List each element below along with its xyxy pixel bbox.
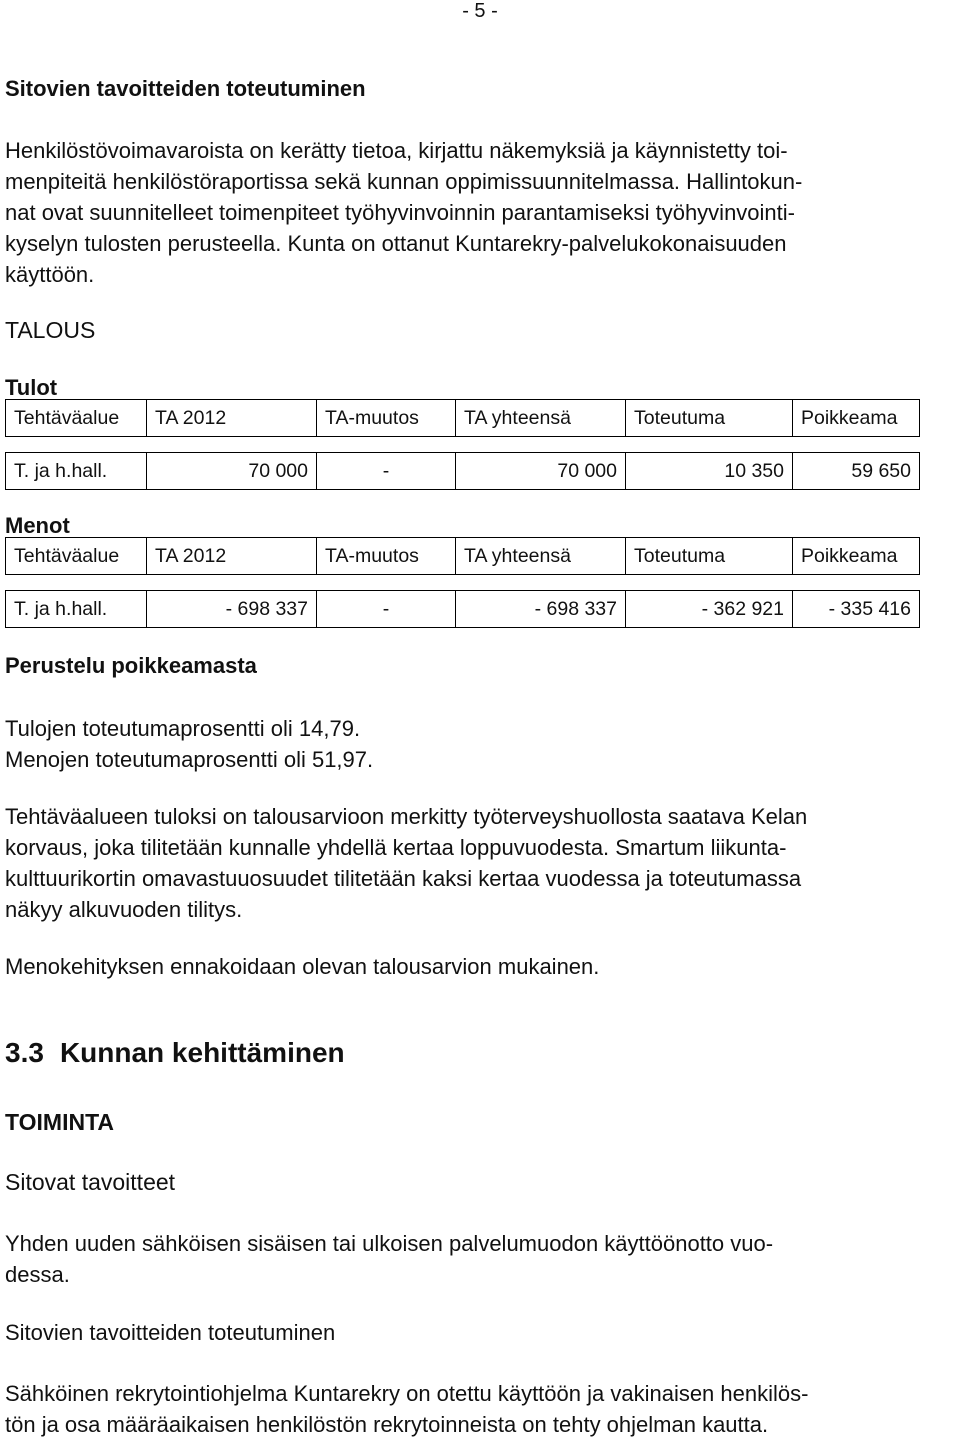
paragraph-line: Menojen toteutumaprosentti oli 51,97. xyxy=(5,747,374,772)
table-cell: - 362 921 xyxy=(626,591,793,628)
section-title: Kunnan kehittäminen xyxy=(59,1037,345,1068)
table-cell: - 335 416 xyxy=(793,591,920,628)
paragraph-binding-goal xyxy=(5,1228,957,1290)
income-table xyxy=(5,399,920,490)
paragraph-line: korvaus, joka tilitetään kunnalle yhdellä kertaa loppuvuodesta. Smartum liikunta- xyxy=(5,835,787,860)
page-number: - 5 - xyxy=(462,0,498,22)
paragraph-expense-outlook: Menokehityksen ennakoidaan olevan talousarvion mukainen. xyxy=(5,954,600,979)
table-cell: 70 000 xyxy=(456,453,626,490)
paragraph-recruitment xyxy=(5,1378,957,1440)
heading-perustelu: Perustelu poikkeamasta xyxy=(5,653,257,678)
column-header: TA-muutos xyxy=(317,538,456,575)
table-cell: - xyxy=(317,591,456,628)
table-cell: - 698 337 xyxy=(456,591,626,628)
expense-table xyxy=(5,537,920,628)
heading-talous: TALOUS xyxy=(5,317,96,343)
paragraph-line: dessa. xyxy=(5,1262,70,1287)
paragraph-line: kyselyn tulosten perusteella. Kunta on ottanut Kuntarekry-palvelukokonaisuuden xyxy=(5,231,787,256)
table-row xyxy=(6,591,920,628)
paragraph-line: kulttuurikortin omavastuuosuudet tilitetään kaksi kertaa vuodessa ja toteutumassa xyxy=(5,866,802,891)
column-header: Tehtäväalue xyxy=(6,538,147,575)
paragraph-percentages xyxy=(5,713,957,775)
section-number: 3.3 xyxy=(5,1037,44,1068)
column-header: Tehtäväalue xyxy=(6,400,147,437)
table-cell: T. ja h.hall. xyxy=(6,453,147,490)
section-heading xyxy=(5,1037,345,1069)
table-cell: T. ja h.hall. xyxy=(6,591,147,628)
table-header-row xyxy=(6,538,920,575)
paragraph-line: Henkilöstövoimavaroista on kerätty tietoa, kirjattu näkemyksiä ja käynnistetty toi- xyxy=(5,138,788,163)
paragraph-income-explanation xyxy=(5,801,957,925)
paragraph-line: menpiteitä henkilöstöraportissa sekä kunnan oppimissuunnitelmassa. Hallintokun- xyxy=(5,169,803,194)
table-cell: 59 650 xyxy=(793,453,920,490)
paragraph-line: Tehtäväalueen tuloksi on talousarvioon merkitty työterveyshuollosta saatava Kelan xyxy=(5,804,808,829)
heading-toiminta: TOIMINTA xyxy=(5,1109,115,1135)
column-header: Poikkeama xyxy=(793,400,920,437)
paragraph-line: Yhden uuden sähköisen sisäisen tai ulkoisen palvelumuodon käyttöönotto vuo- xyxy=(5,1231,774,1256)
table-cell: 70 000 xyxy=(147,453,317,490)
heading-sitovat-tavoitteet: Sitovat tavoitteet xyxy=(5,1169,176,1195)
table-cell: - xyxy=(317,453,456,490)
column-header: Toteutuma xyxy=(626,400,793,437)
table-row xyxy=(6,453,920,490)
table-header-row xyxy=(6,400,920,437)
column-header: TA yhteensä xyxy=(456,400,626,437)
paragraph-personnel xyxy=(5,135,957,290)
column-header: TA-muutos xyxy=(317,400,456,437)
paragraph-line: nat ovat suunnitelleet toimenpiteet työhyvinvoinnin parantamiseksi työhyvinvointi- xyxy=(5,200,795,225)
table-cell: - 698 337 xyxy=(147,591,317,628)
column-header: TA yhteensä xyxy=(456,538,626,575)
heading-goals-achievement-2: Sitovien tavoitteiden toteutuminen xyxy=(5,1320,336,1345)
heading-menot: Menot xyxy=(5,513,70,538)
column-header: Poikkeama xyxy=(793,538,920,575)
paragraph-line: Sähköinen rekrytointiohjelma Kuntarekry on otettu käyttöön ja vakinaisen henkilös- xyxy=(5,1381,809,1406)
paragraph-line: näkyy alkuvuoden tilitys. xyxy=(5,897,243,922)
heading-tulot: Tulot xyxy=(5,375,58,400)
column-header: Toteutuma xyxy=(626,538,793,575)
paragraph-line: tön ja osa määräaikaisen henkilöstön rekrytoinneista on tehty ohjelman kautta. xyxy=(5,1412,769,1437)
paragraph-line: Tulojen toteutumaprosentti oli 14,79. xyxy=(5,716,361,741)
column-header: TA 2012 xyxy=(147,400,317,437)
paragraph-line: käyttöön. xyxy=(5,262,95,287)
table-cell: 10 350 xyxy=(626,453,793,490)
column-header: TA 2012 xyxy=(147,538,317,575)
heading-goals-achievement: Sitovien tavoitteiden toteutuminen xyxy=(5,76,366,101)
